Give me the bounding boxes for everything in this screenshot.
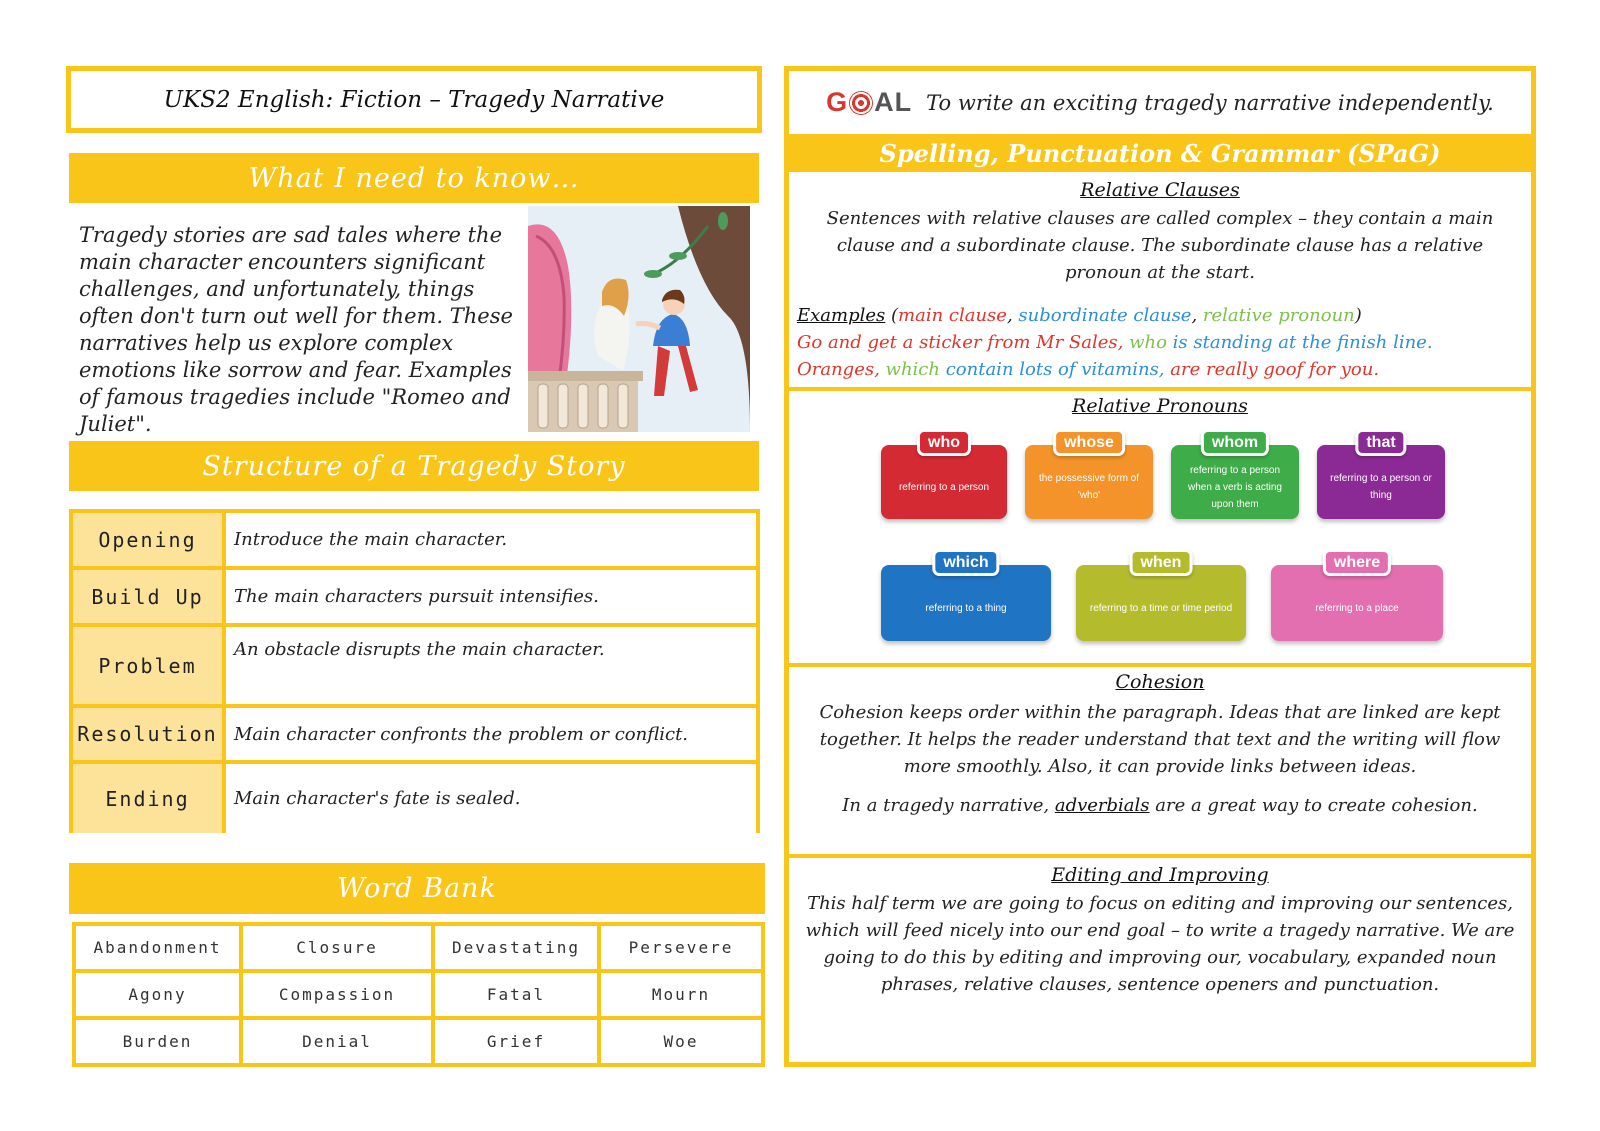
key-main-clause: main clause: [898, 305, 1007, 326]
pronoun-desc: referring to a place: [1315, 602, 1399, 614]
relative-pronouns-title: Relative Pronouns: [1072, 395, 1248, 417]
word-bank-word: Agony: [76, 973, 239, 1016]
pronoun-word: whose: [1053, 429, 1125, 456]
pronoun-card-where: [1271, 554, 1443, 641]
goal-logo: [826, 87, 912, 118]
pronoun-card-that: [1317, 434, 1445, 519]
word-bank-word: Burden: [76, 1020, 239, 1063]
pronoun-desc: referring to a person or thing: [1330, 473, 1432, 501]
example-main-clause: are really goof for you.: [1164, 359, 1380, 380]
key-open: (: [885, 305, 899, 326]
key-subordinate-clause: subordinate clause: [1018, 305, 1192, 326]
relative-clauses-section: [789, 176, 1531, 383]
pronoun-desc: referring to a person: [898, 481, 990, 493]
romeo-juliet-illustration: [528, 206, 750, 432]
pronoun-card-whose: [1025, 434, 1153, 519]
word-bank-word: Persevere: [601, 926, 761, 969]
pronoun-card-who: [881, 434, 1007, 519]
example-relative-pronoun: which: [885, 359, 940, 380]
spag-heading: Spelling, Punctuation & Grammar (SPaG): [789, 134, 1531, 172]
cohesion-text-end: are a great way to create cohesion.: [1149, 795, 1478, 816]
example-sentence-2: [797, 356, 1531, 383]
structure-label-build-up: Build Up: [73, 570, 222, 623]
goal-row: [789, 71, 1531, 134]
story-structure-table: [69, 509, 760, 833]
examples-key: [797, 302, 1531, 329]
structure-label-resolution: Resolution: [73, 708, 222, 760]
goal-logo-g: G: [826, 87, 849, 117]
example-sentence-1: [797, 329, 1531, 356]
key-relative-pronoun: relative pronoun: [1202, 305, 1355, 326]
cohesion-title: Cohesion: [1115, 671, 1205, 693]
editing-section: [789, 860, 1531, 998]
editing-title: Editing and Improving: [1051, 864, 1269, 886]
examples-label: Examples: [797, 305, 886, 326]
word-bank-word: Mourn: [601, 973, 761, 1016]
pronoun-desc: referring to a thing: [925, 602, 1007, 614]
word-bank-word: Grief: [435, 1020, 597, 1063]
example-main-clause: Go and get a sticker from Mr Sales,: [797, 332, 1130, 353]
word-bank-word: Compassion: [243, 973, 431, 1016]
structure-label-ending: Ending: [73, 764, 222, 833]
pronoun-card-when: [1076, 554, 1246, 641]
structure-desc-opening: Introduce the main character.: [226, 513, 756, 566]
structure-heading: Structure of a Tragedy Story: [69, 441, 759, 491]
pronoun-word: where: [1323, 549, 1391, 576]
word-bank-word: Fatal: [435, 973, 597, 1016]
pronoun-word: whom: [1201, 429, 1269, 456]
key-sep: ,: [1191, 305, 1203, 326]
example-main-clause: Oranges,: [797, 359, 886, 380]
need-to-know-heading: What I need to know…: [69, 153, 759, 203]
word-bank-word: Closure: [243, 926, 431, 969]
pronoun-desc: referring to a person when a verb is acting upon them: [1188, 464, 1282, 510]
spag-panel: [784, 66, 1536, 1067]
pronoun-word: when: [1130, 549, 1193, 576]
pronoun-card-whom: [1171, 434, 1299, 519]
structure-desc-ending: Main character's fate is sealed.: [226, 764, 756, 833]
pronoun-word: which: [932, 549, 999, 576]
word-bank-word: Denial: [243, 1020, 431, 1063]
key-close: ): [1354, 305, 1362, 326]
cohesion-text: Cohesion keeps order within the paragraph. Ideas that are linked are kept together. It helps the reader understand that text and the writing will flow more smoothly. Also, it can provide links between ideas.: [819, 702, 1501, 777]
intro-text: Tragedy stories are sad tales where the main character encounters significant challenges, and unfortunately, things often don't turn out well for them. These narratives help us explore complex emotions like sorrow and fear. Examples of famous tragedies include "Romeo and Juliet".: [79, 223, 513, 436]
section-divider: [789, 663, 1531, 667]
section-divider: [789, 854, 1531, 858]
pronoun-card-which: [881, 554, 1051, 641]
key-sep: ,: [1006, 305, 1019, 326]
relative-clauses-text: Sentences with relative clauses are called complex – they contain a main clause and a subordinate clause. The subordinate clause has a relative pronoun at the start.: [826, 208, 1494, 283]
relative-clauses-title: Relative Clauses: [1080, 179, 1240, 201]
word-bank-word: Devastating: [435, 926, 597, 969]
example-subordinate-clause: contain lots of vitamins,: [939, 359, 1165, 380]
pronoun-desc: referring to a time or time period: [1089, 602, 1233, 614]
pronoun-desc: the possessive form of 'who': [1038, 473, 1140, 501]
word-bank-heading: Word Bank: [69, 863, 765, 914]
cohesion-section: [789, 669, 1531, 819]
structure-label-problem: Problem: [73, 627, 222, 704]
structure-label-opening: Opening: [73, 513, 222, 566]
editing-text: This half term we are going to focus on editing and improving our sentences, which will feed nicely into our end goal – to write a tragedy narrative. We are going to do this by editing and improving our, vocabulary, expanded noun phrases, relative clauses, sentence openers and punctuation.: [805, 893, 1515, 995]
structure-desc-problem: An obstacle disrupts the main character.: [226, 627, 756, 704]
page-title: UKS2 English: Fiction – Tragedy Narrative: [66, 66, 762, 133]
section-divider: [789, 387, 1531, 391]
goal-logo-al: AL: [874, 87, 913, 117]
goal-text: To write an exciting tragedy narrative independently.: [926, 90, 1494, 115]
example-subordinate-clause: is standing at the finish line.: [1166, 332, 1433, 353]
word-bank-word: Abandonment: [76, 926, 239, 969]
word-bank-table: [72, 922, 765, 1067]
structure-desc-build-up: The main characters pursuit intensifies.: [226, 570, 756, 623]
pronoun-word: that: [1355, 429, 1406, 456]
target-icon: [849, 91, 873, 115]
word-bank-word: Woe: [601, 1020, 761, 1063]
pronoun-word: who: [917, 429, 971, 456]
adverbials-term: adverbials: [1054, 795, 1150, 816]
examples-block: [797, 302, 1531, 383]
example-relative-pronoun: who: [1129, 332, 1167, 353]
cohesion-adverbials-text: [797, 792, 1523, 819]
structure-desc-resolution: Main character confronts the problem or conflict.: [226, 708, 756, 760]
cohesion-text-start: In a tragedy narrative,: [842, 795, 1055, 816]
relative-pronouns-section: [789, 393, 1531, 663]
